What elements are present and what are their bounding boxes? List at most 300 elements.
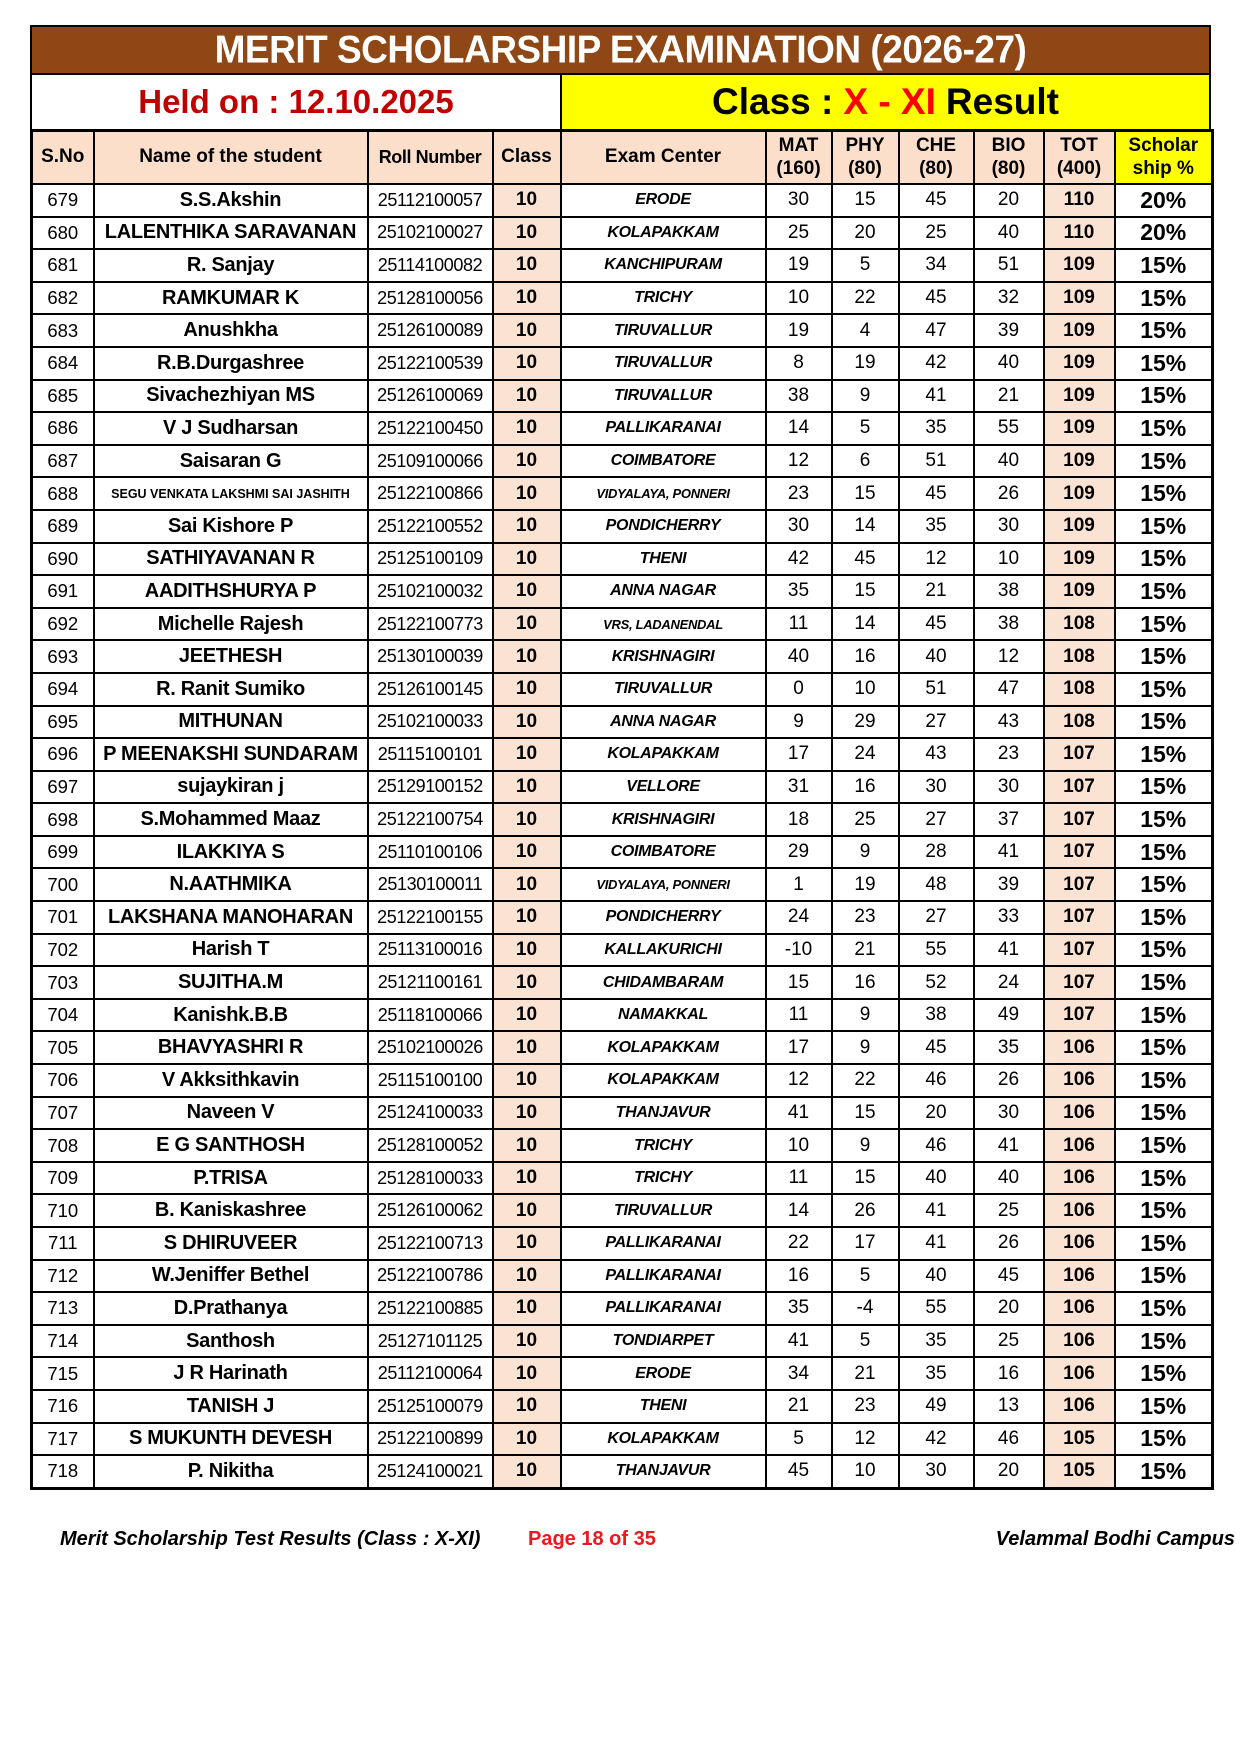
cell-name: N.AATHMIKA [94, 868, 368, 901]
cell-phy: 45 [832, 543, 899, 576]
cell-tot: 108 [1044, 608, 1115, 641]
table-row [32, 1097, 1213, 1130]
cell-name: S DHIRUVEER [94, 1227, 368, 1260]
cell-phy: 15 [832, 184, 899, 217]
cell-roll: 25122100899 [368, 1423, 493, 1456]
cell-scholarship: 15% [1115, 934, 1213, 967]
cell-che: 51 [899, 673, 974, 706]
cell-bio: 20 [974, 1292, 1044, 1325]
cell-scholarship: 15% [1115, 249, 1213, 282]
cell-mat: 18 [766, 803, 832, 836]
table-row [32, 1129, 1213, 1162]
cell-sno: 696 [32, 738, 94, 771]
table-row [32, 249, 1213, 282]
cell-sno: 688 [32, 477, 94, 510]
cell-name: SUJITHA.M [94, 966, 368, 999]
cell-che: 35 [899, 510, 974, 543]
cell-exam-center: VRS, LADANENDAL [561, 608, 766, 641]
cell-phy: 25 [832, 803, 899, 836]
col-header-mat: MAT (160) [766, 131, 832, 185]
cell-mat: 11 [766, 999, 832, 1032]
cell-mat: 12 [766, 445, 832, 478]
cell-sno: 697 [32, 771, 94, 804]
cell-class: 10 [493, 1129, 561, 1162]
cell-bio: 38 [974, 608, 1044, 641]
cell-roll: 25125100079 [368, 1390, 493, 1423]
col-header-sno: S.No [32, 131, 94, 185]
cell-scholarship: 15% [1115, 1325, 1213, 1358]
cell-tot: 109 [1044, 347, 1115, 380]
cell-sno: 679 [32, 184, 94, 217]
cell-class: 10 [493, 738, 561, 771]
cell-tot: 105 [1044, 1455, 1115, 1488]
cell-mat: 5 [766, 1423, 832, 1456]
cell-tot: 109 [1044, 575, 1115, 608]
cell-class: 10 [493, 673, 561, 706]
cell-scholarship: 15% [1115, 738, 1213, 771]
col-header-class: Class [493, 131, 561, 185]
cell-che: 27 [899, 706, 974, 739]
cell-name: S MUKUNTH DEVESH [94, 1423, 368, 1456]
cell-name: D.Prathanya [94, 1292, 368, 1325]
table-row [32, 412, 1213, 445]
cell-scholarship: 15% [1115, 706, 1213, 739]
cell-tot: 106 [1044, 1325, 1115, 1358]
cell-bio: 20 [974, 184, 1044, 217]
cell-tot: 107 [1044, 803, 1115, 836]
cell-exam-center: KOLAPAKKAM [561, 1423, 766, 1456]
cell-roll: 25102100027 [368, 217, 493, 250]
cell-sno: 686 [32, 412, 94, 445]
cell-mat: 14 [766, 412, 832, 445]
cell-che: 41 [899, 1194, 974, 1227]
cell-bio: 49 [974, 999, 1044, 1032]
cell-roll: 25122100885 [368, 1292, 493, 1325]
cell-class: 10 [493, 477, 561, 510]
cell-tot: 107 [1044, 901, 1115, 934]
cell-name: Saisaran G [94, 445, 368, 478]
cell-phy: 21 [832, 1357, 899, 1390]
cell-bio: 16 [974, 1357, 1044, 1390]
cell-name: AADITHSHURYA P [94, 575, 368, 608]
table-row [32, 575, 1213, 608]
cell-name: Santhosh [94, 1325, 368, 1358]
col-header-roll: Roll Number [368, 131, 493, 185]
cell-exam-center: TIRUVALLUR [561, 380, 766, 413]
cell-che: 41 [899, 1227, 974, 1260]
cell-exam-center: COIMBATORE [561, 445, 766, 478]
cell-sno: 710 [32, 1194, 94, 1227]
cell-name: R.B.Durgashree [94, 347, 368, 380]
cell-sno: 698 [32, 803, 94, 836]
cell-exam-center: THENI [561, 543, 766, 576]
cell-che: 49 [899, 1390, 974, 1423]
cell-mat: 12 [766, 1064, 832, 1097]
cell-scholarship: 20% [1115, 184, 1213, 217]
cell-phy: 22 [832, 1064, 899, 1097]
cell-scholarship: 15% [1115, 1390, 1213, 1423]
cell-scholarship: 15% [1115, 1260, 1213, 1293]
held-on-date: Held on : 12.10.2025 [32, 75, 560, 129]
cell-bio: 25 [974, 1194, 1044, 1227]
table-row [32, 380, 1213, 413]
cell-mat: 38 [766, 380, 832, 413]
cell-roll: 25126100145 [368, 673, 493, 706]
cell-roll: 25112100057 [368, 184, 493, 217]
table-row [32, 966, 1213, 999]
cell-exam-center: VIDYALAYA, PONNERI [561, 477, 766, 510]
cell-sno: 682 [32, 282, 94, 315]
cell-sno: 700 [32, 868, 94, 901]
cell-scholarship: 15% [1115, 1194, 1213, 1227]
cell-roll: 25126100062 [368, 1194, 493, 1227]
cell-tot: 107 [1044, 966, 1115, 999]
col-header-tot: TOT (400) [1044, 131, 1115, 185]
cell-class: 10 [493, 1423, 561, 1456]
page-number: Page 18 of 35 [528, 1528, 656, 1550]
cell-sno: 705 [32, 1031, 94, 1064]
cell-che: 27 [899, 901, 974, 934]
table-row [32, 771, 1213, 804]
col-header-phy: PHY (80) [832, 131, 899, 185]
table-row [32, 803, 1213, 836]
cell-phy: 9 [832, 999, 899, 1032]
cell-roll: 25118100066 [368, 999, 493, 1032]
cell-che: 46 [899, 1129, 974, 1162]
cell-exam-center: TONDIARPET [561, 1325, 766, 1358]
cell-exam-center: PONDICHERRY [561, 901, 766, 934]
cell-sno: 691 [32, 575, 94, 608]
cell-class: 10 [493, 868, 561, 901]
cell-scholarship: 15% [1115, 380, 1213, 413]
table-row [32, 347, 1213, 380]
cell-class: 10 [493, 836, 561, 869]
cell-mat: 11 [766, 1162, 832, 1195]
cell-phy: 10 [832, 1455, 899, 1488]
cell-bio: 30 [974, 771, 1044, 804]
cell-bio: 33 [974, 901, 1044, 934]
cell-tot: 108 [1044, 706, 1115, 739]
cell-tot: 108 [1044, 640, 1115, 673]
cell-mat: 41 [766, 1325, 832, 1358]
cell-mat: 0 [766, 673, 832, 706]
title-bar [30, 25, 1211, 75]
cell-bio: 51 [974, 249, 1044, 282]
cell-mat: 21 [766, 1390, 832, 1423]
cell-scholarship: 15% [1115, 1423, 1213, 1456]
cell-class: 10 [493, 1455, 561, 1488]
cell-mat: 30 [766, 184, 832, 217]
cell-tot: 110 [1044, 184, 1115, 217]
cell-class: 10 [493, 1357, 561, 1390]
cell-mat: 16 [766, 1260, 832, 1293]
col-header-bio: BIO (80) [974, 131, 1044, 185]
cell-tot: 106 [1044, 1292, 1115, 1325]
cell-exam-center: COIMBATORE [561, 836, 766, 869]
cell-che: 46 [899, 1064, 974, 1097]
cell-tot: 106 [1044, 1162, 1115, 1195]
cell-class: 10 [493, 1292, 561, 1325]
cell-sno: 708 [32, 1129, 94, 1162]
cell-scholarship: 15% [1115, 1097, 1213, 1130]
cell-bio: 43 [974, 706, 1044, 739]
cell-mat: 31 [766, 771, 832, 804]
cell-name: R. Ranit Sumiko [94, 673, 368, 706]
cell-class: 10 [493, 1325, 561, 1358]
cell-phy: 21 [832, 934, 899, 967]
cell-sno: 706 [32, 1064, 94, 1097]
page-title: MERIT SCHOLARSHIP EXAMINATION (2026-27) [214, 27, 1027, 71]
cell-phy: -4 [832, 1292, 899, 1325]
cell-roll: 25128100052 [368, 1129, 493, 1162]
cell-tot: 106 [1044, 1260, 1115, 1293]
cell-class: 10 [493, 1260, 561, 1293]
cell-tot: 106 [1044, 1357, 1115, 1390]
cell-scholarship: 15% [1115, 445, 1213, 478]
cell-mat: 34 [766, 1357, 832, 1390]
cell-class: 10 [493, 217, 561, 250]
table-row [32, 836, 1213, 869]
cell-che: 34 [899, 249, 974, 282]
cell-tot: 107 [1044, 771, 1115, 804]
cell-exam-center: TRICHY [561, 1129, 766, 1162]
cell-che: 42 [899, 1423, 974, 1456]
cell-roll: 25102100033 [368, 706, 493, 739]
cell-name: Anushkha [94, 314, 368, 347]
cell-che: 40 [899, 640, 974, 673]
cell-scholarship: 15% [1115, 477, 1213, 510]
cell-roll: 25122100786 [368, 1260, 493, 1293]
cell-sno: 680 [32, 217, 94, 250]
cell-sno: 699 [32, 836, 94, 869]
cell-phy: 22 [832, 282, 899, 315]
cell-scholarship: 15% [1115, 673, 1213, 706]
cell-sno: 713 [32, 1292, 94, 1325]
cell-exam-center: KRISHNAGIRI [561, 640, 766, 673]
cell-exam-center: TIRUVALLUR [561, 673, 766, 706]
cell-name: Michelle Rajesh [94, 608, 368, 641]
cell-phy: 19 [832, 868, 899, 901]
cell-class: 10 [493, 999, 561, 1032]
cell-class: 10 [493, 1064, 561, 1097]
cell-mat: 22 [766, 1227, 832, 1260]
cell-roll: 25102100026 [368, 1031, 493, 1064]
cell-mat: 35 [766, 575, 832, 608]
table-row [32, 1064, 1213, 1097]
cell-roll: 25122100773 [368, 608, 493, 641]
cell-scholarship: 15% [1115, 1031, 1213, 1064]
cell-phy: 17 [832, 1227, 899, 1260]
cell-class: 10 [493, 380, 561, 413]
cell-roll: 25124100033 [368, 1097, 493, 1130]
cell-scholarship: 15% [1115, 347, 1213, 380]
cell-sno: 681 [32, 249, 94, 282]
cell-roll: 25127101125 [368, 1325, 493, 1358]
cell-roll: 25129100152 [368, 771, 493, 804]
cell-exam-center: THANJAVUR [561, 1455, 766, 1488]
cell-mat: 24 [766, 901, 832, 934]
cell-roll: 25122100754 [368, 803, 493, 836]
cell-sno: 694 [32, 673, 94, 706]
cell-tot: 106 [1044, 1129, 1115, 1162]
class-result-banner [560, 75, 1209, 129]
table-row [32, 1227, 1213, 1260]
result-label: Result [945, 81, 1059, 122]
cell-class: 10 [493, 1194, 561, 1227]
cell-bio: 39 [974, 314, 1044, 347]
cell-tot: 109 [1044, 282, 1115, 315]
cell-exam-center: ANNA NAGAR [561, 706, 766, 739]
cell-name: V J Sudharsan [94, 412, 368, 445]
cell-mat: 41 [766, 1097, 832, 1130]
cell-mat: 9 [766, 706, 832, 739]
cell-phy: 9 [832, 1031, 899, 1064]
cell-bio: 23 [974, 738, 1044, 771]
cell-class: 10 [493, 282, 561, 315]
cell-name: SEGU VENKATA LAKSHMI SAI JASHITH [94, 477, 368, 510]
cell-class: 10 [493, 510, 561, 543]
cell-scholarship: 15% [1115, 803, 1213, 836]
cell-exam-center: ERODE [561, 1357, 766, 1390]
cell-class: 10 [493, 771, 561, 804]
table-row [32, 640, 1213, 673]
cell-exam-center: PALLIKARANAI [561, 1227, 766, 1260]
cell-phy: 5 [832, 1260, 899, 1293]
cell-tot: 106 [1044, 1390, 1115, 1423]
page-content [30, 25, 1235, 1550]
cell-exam-center: KOLAPAKKAM [561, 1064, 766, 1097]
cell-bio: 40 [974, 217, 1044, 250]
cell-exam-center: TIRUVALLUR [561, 1194, 766, 1227]
cell-phy: 23 [832, 901, 899, 934]
cell-exam-center: PALLIKARANAI [561, 412, 766, 445]
cell-scholarship: 15% [1115, 1129, 1213, 1162]
cell-tot: 106 [1044, 1194, 1115, 1227]
cell-mat: 10 [766, 282, 832, 315]
cell-bio: 35 [974, 1031, 1044, 1064]
cell-class: 10 [493, 412, 561, 445]
cell-phy: 14 [832, 510, 899, 543]
cell-sno: 709 [32, 1162, 94, 1195]
table-row [32, 608, 1213, 641]
cell-sno: 695 [32, 706, 94, 739]
cell-tot: 108 [1044, 673, 1115, 706]
results-table-body [32, 184, 1213, 1488]
table-row [32, 999, 1213, 1032]
cell-bio: 21 [974, 380, 1044, 413]
cell-name: BHAVYASHRI R [94, 1031, 368, 1064]
cell-exam-center: PONDICHERRY [561, 510, 766, 543]
col-header-name: Name of the student [94, 131, 368, 185]
cell-phy: 15 [832, 575, 899, 608]
cell-roll: 25130100011 [368, 868, 493, 901]
cell-roll: 25113100016 [368, 934, 493, 967]
cell-phy: 24 [832, 738, 899, 771]
cell-mat: 45 [766, 1455, 832, 1488]
cell-scholarship: 15% [1115, 836, 1213, 869]
cell-sno: 717 [32, 1423, 94, 1456]
cell-exam-center: KOLAPAKKAM [561, 217, 766, 250]
cell-name: J R Harinath [94, 1357, 368, 1390]
cell-bio: 38 [974, 575, 1044, 608]
cell-che: 55 [899, 934, 974, 967]
cell-scholarship: 15% [1115, 901, 1213, 934]
cell-name: P. Nikitha [94, 1455, 368, 1488]
table-row [32, 1325, 1213, 1358]
header-row [32, 131, 1213, 185]
cell-bio: 39 [974, 868, 1044, 901]
cell-sno: 715 [32, 1357, 94, 1390]
cell-tot: 109 [1044, 249, 1115, 282]
cell-class: 10 [493, 608, 561, 641]
cell-bio: 40 [974, 1162, 1044, 1195]
results-table [30, 129, 1214, 1490]
cell-che: 27 [899, 803, 974, 836]
cell-scholarship: 15% [1115, 640, 1213, 673]
cell-bio: 40 [974, 347, 1044, 380]
cell-exam-center: TRICHY [561, 282, 766, 315]
cell-name: P.TRISA [94, 1162, 368, 1195]
cell-che: 30 [899, 1455, 974, 1488]
cell-class: 10 [493, 184, 561, 217]
cell-name: Harish T [94, 934, 368, 967]
cell-name: RAMKUMAR K [94, 282, 368, 315]
cell-name: B. Kaniskashree [94, 1194, 368, 1227]
cell-scholarship: 15% [1115, 868, 1213, 901]
cell-mat: 11 [766, 608, 832, 641]
cell-class: 10 [493, 803, 561, 836]
cell-sno: 714 [32, 1325, 94, 1358]
cell-exam-center: ANNA NAGAR [561, 575, 766, 608]
cell-exam-center: NAMAKKAL [561, 999, 766, 1032]
cell-mat: 30 [766, 510, 832, 543]
cell-exam-center: KRISHNAGIRI [561, 803, 766, 836]
cell-phy: 19 [832, 347, 899, 380]
cell-che: 45 [899, 282, 974, 315]
cell-che: 12 [899, 543, 974, 576]
cell-exam-center: CHIDAMBARAM [561, 966, 766, 999]
cell-sno: 689 [32, 510, 94, 543]
cell-exam-center: ERODE [561, 184, 766, 217]
cell-bio: 20 [974, 1455, 1044, 1488]
cell-phy: 16 [832, 966, 899, 999]
cell-name: V Akksithkavin [94, 1064, 368, 1097]
cell-class: 10 [493, 249, 561, 282]
cell-exam-center: THENI [561, 1390, 766, 1423]
cell-class: 10 [493, 640, 561, 673]
cell-roll: 25110100106 [368, 836, 493, 869]
cell-sno: 704 [32, 999, 94, 1032]
cell-roll: 25128100033 [368, 1162, 493, 1195]
cell-bio: 13 [974, 1390, 1044, 1423]
cell-sno: 716 [32, 1390, 94, 1423]
cell-tot: 107 [1044, 999, 1115, 1032]
table-row [32, 934, 1213, 967]
cell-name: JEETHESH [94, 640, 368, 673]
cell-che: 47 [899, 314, 974, 347]
cell-bio: 40 [974, 445, 1044, 478]
cell-roll: 25122100539 [368, 347, 493, 380]
cell-name: P MEENAKSHI SUNDARAM [94, 738, 368, 771]
cell-scholarship: 15% [1115, 966, 1213, 999]
cell-tot: 109 [1044, 445, 1115, 478]
cell-name: R. Sanjay [94, 249, 368, 282]
cell-che: 51 [899, 445, 974, 478]
cell-exam-center: KOLAPAKKAM [561, 738, 766, 771]
cell-scholarship: 20% [1115, 217, 1213, 250]
table-row [32, 1194, 1213, 1227]
cell-name: Sivachezhiyan MS [94, 380, 368, 413]
